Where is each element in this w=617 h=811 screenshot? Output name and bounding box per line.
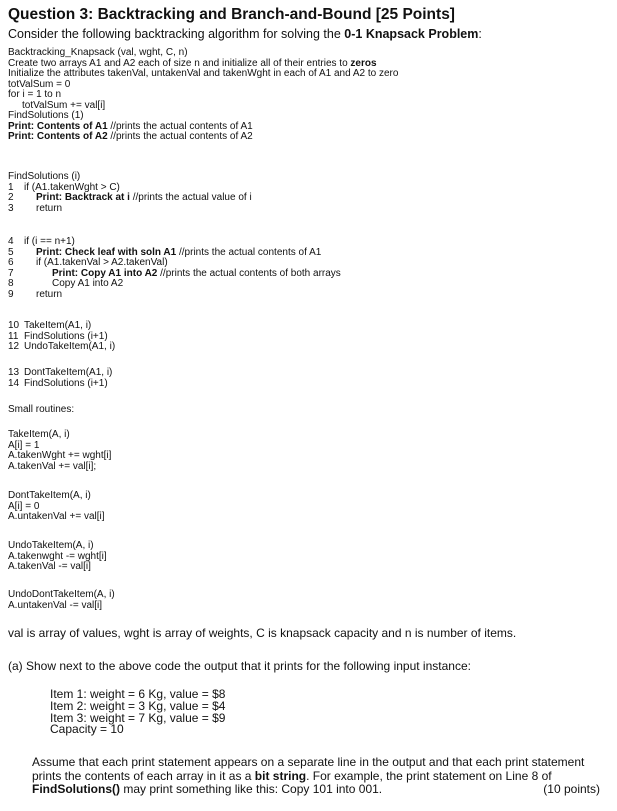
assumption-paragraph: Assume that each print statement appears on a separate line in the output and that each print statement prints the contents of each array in it as a bit string. For example, the print statement on Line 8 of FindSolutions() may print something like this: Copy 101 into 001. (10 points) xyxy=(32,755,600,796)
code-line-9: 9 return xyxy=(8,288,63,300)
main-tot-line: totValSum = 0 xyxy=(8,78,71,90)
find-solutions-block xyxy=(8,172,252,214)
code-line-8: 8 Copy A1 into A2 xyxy=(8,278,124,289)
bit-string-term: bit string xyxy=(254,768,307,783)
find-solutions-block-4 xyxy=(8,368,112,389)
take-item-routine: TakeItem(A, i) A[i] = 1 A.takenWght += wght[i] A.takenVal += val[i]; xyxy=(8,429,112,472)
intro-plain: Consider the following backtracking algorithm for solving the xyxy=(8,27,345,41)
main-print2-line: Print: Contents of A2 //prints the actual contents of A2 xyxy=(8,131,253,142)
code-line-12: 12 UndoTakeItem(A1, i) xyxy=(8,341,116,352)
explanation-text: val is array of values, wght is array of weights, C is knapsack capacity and n is number of items. xyxy=(8,626,517,640)
small-routines-header: Small routines: xyxy=(8,404,75,415)
main-for-line: for i = 1 to n xyxy=(8,89,62,100)
item-line: Item 3: weight = 7 Kg, value = $9 xyxy=(50,710,226,725)
find-solutions-block-2 xyxy=(8,237,341,300)
dont-take-item-routine: DontTakeItem(A, i) A[i] = 0 A.untakenVal += val[i] xyxy=(8,490,105,522)
part-a-prompt: (a) Show next to the above code the output that it prints for the following input instance: xyxy=(8,659,471,673)
input-instance-list xyxy=(50,689,225,736)
main-signature: Backtracking_Knapsack (val, wght, C, n) xyxy=(8,47,188,58)
code-line-2: 2 Print: Backtrack at i //prints the actual value of i xyxy=(8,192,252,203)
code-line-6: 6 if (A1.takenVal > A2.takenVal) xyxy=(8,257,168,268)
capacity-line: Capacity = 10 xyxy=(50,722,124,737)
find-signature: FindSolutions (i) xyxy=(8,171,81,182)
code-line-13: 13 DontTakeItem(A1, i) xyxy=(8,367,113,378)
code-line-7: 7 Print: Copy A1 into A2 //prints the actual contents of both arrays xyxy=(8,267,341,279)
main-create-line: Create two arrays A1 and A2 each of size n and initialize all of their entries to zeros xyxy=(8,57,377,69)
code-line-5: 5 Print: Check leaf with soln A1 //prints the actual contents of A1 xyxy=(8,246,322,258)
main-find-line: FindSolutions (1) xyxy=(8,110,84,121)
main-algorithm-block xyxy=(8,48,398,143)
find-solutions-term: FindSolutions() xyxy=(32,782,120,796)
undo-take-item-routine: UndoTakeItem(A, i) A.takenwght -= wght[i] A.takenVal -= val[i] xyxy=(8,540,107,572)
code-line-3: 3 return xyxy=(8,202,63,214)
zeros-word: zeros xyxy=(350,57,377,69)
undo-dont-take-item-routine: UndoDontTakeItem(A, i) A.untakenVal -= val[i] xyxy=(8,589,115,611)
item-line: Item 1: weight = 6 Kg, value = $8 xyxy=(50,687,226,701)
item-line: Item 2: weight = 3 Kg, value = $4 xyxy=(50,698,226,713)
intro-end: : xyxy=(478,27,482,41)
code-line-1: 1 if (A1.takenWght > C) xyxy=(8,181,120,193)
intro-text xyxy=(8,27,482,41)
points-label: (10 points) xyxy=(543,782,600,796)
find-solutions-block-3 xyxy=(8,321,115,353)
code-line-11: 11 FindSolutions (i+1) xyxy=(8,330,108,342)
question-title: Question 3: Backtracking and Branch-and-Bound [25 Points] xyxy=(8,6,455,23)
code-line-4: 4 if (i == n+1) xyxy=(8,236,75,247)
main-print1-line: Print: Contents of A1 //prints the actual contents of A1 xyxy=(8,120,253,132)
main-init-line: Initialize the attributes takenVal, untakenVal and takenWght in each of A1 and A2 to zero xyxy=(8,68,399,79)
code-line-14: 14 FindSolutions (i+1) xyxy=(8,377,108,389)
code-line-10: 10 TakeItem(A1, i) xyxy=(8,320,92,331)
main-tot-add-line: totValSum += val[i] xyxy=(22,99,106,111)
intro-problem-name: 0-1 Knapsack Problem xyxy=(344,27,479,41)
